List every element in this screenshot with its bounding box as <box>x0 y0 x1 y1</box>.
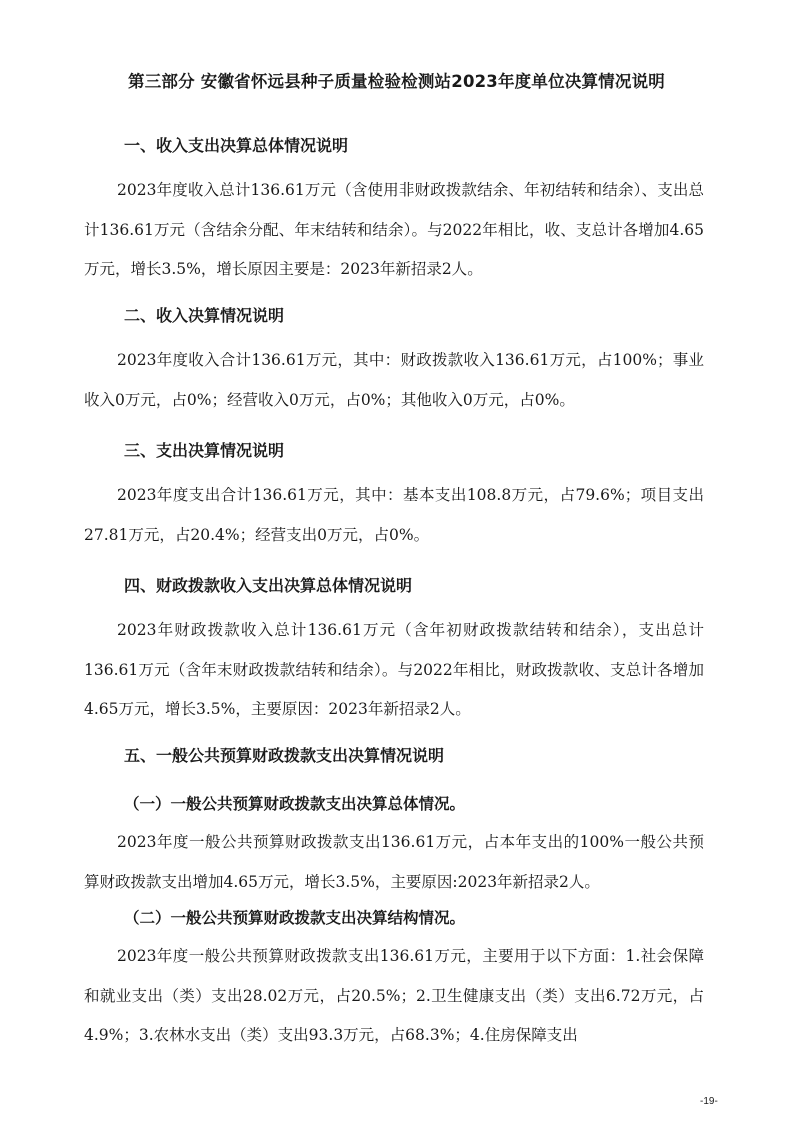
subsection-heading-2: （二）一般公共预算财政拨款支出决算结构情况。 <box>124 908 466 927</box>
section-heading-4: 四、财政拨款收入支出决算总体情况说明 <box>124 576 413 595</box>
page-number: -19- <box>700 1096 718 1107</box>
subsection-heading-1: （一）一般公共预算财政拨款支出决算总体情况。 <box>124 794 466 813</box>
page-title: 第三部分 安徽省怀远县种子质量检验检测站2023年度单位决算情况说明 <box>128 72 665 91</box>
section-heading-5: 五、一般公共预算财政拨款支出决算情况说明 <box>124 746 445 765</box>
section-heading-2: 二、收入决算情况说明 <box>124 306 285 325</box>
section-paragraph-1: 2023年度收入总计136.61万元（含使用非财政拨款结余、年初结转和结余）、支出总计136.61万元（含结余分配、年末结转和结余）。与2022年相比，收、支总计各增加4.65万元，增长3.5%，增长原因主要是：2023年新招录2人。 <box>84 181 704 278</box>
section-paragraph-2: 2023年度收入合计136.61万元，其中：财政拨款收入136.61万元，占100%；事业收入0万元，占0%；经营收入0万元，占0%；其他收入0万元，占0%。 <box>84 351 704 409</box>
section-heading-3: 三、支出决算情况说明 <box>124 441 285 460</box>
section-paragraph-4: 2023年财政拨款收入总计136.61万元（含年初财政拨款结转和结余），支出总计136.61万元（含年末财政拨款结转和结余）。与2022年相比，财政拨款收、支总计各增加4.65万元，增长3.5%，主要原因：2023年新招录2人。 <box>84 621 704 718</box>
subsection-paragraph-2: 2023年度一般公共预算财政拨款支出136.61万元，主要用于以下方面：1.社会保障和就业支出（类）支出28.02万元，占20.5%；2.卫生健康支出（类）支出6.72万元，占4.9%；3.农林水支出（类）支出93.3万元，占68.3%；4.住房保障支出 <box>84 947 704 1044</box>
section-heading-1: 一、收入支出决算总体情况说明 <box>124 136 349 155</box>
section-paragraph-3: 2023年度支出合计136.61万元，其中：基本支出108.8万元，占79.6%；项目支出27.81万元，占20.4%；经营支出0万元，占0%。 <box>84 486 704 544</box>
subsection-paragraph-1: 2023年度一般公共预算财政拨款支出136.61万元，占本年支出的100%一般公共预算财政拨款支出增加4.65万元，增长3.5%，主要原因:2023年新招录2人。 <box>84 833 704 891</box>
